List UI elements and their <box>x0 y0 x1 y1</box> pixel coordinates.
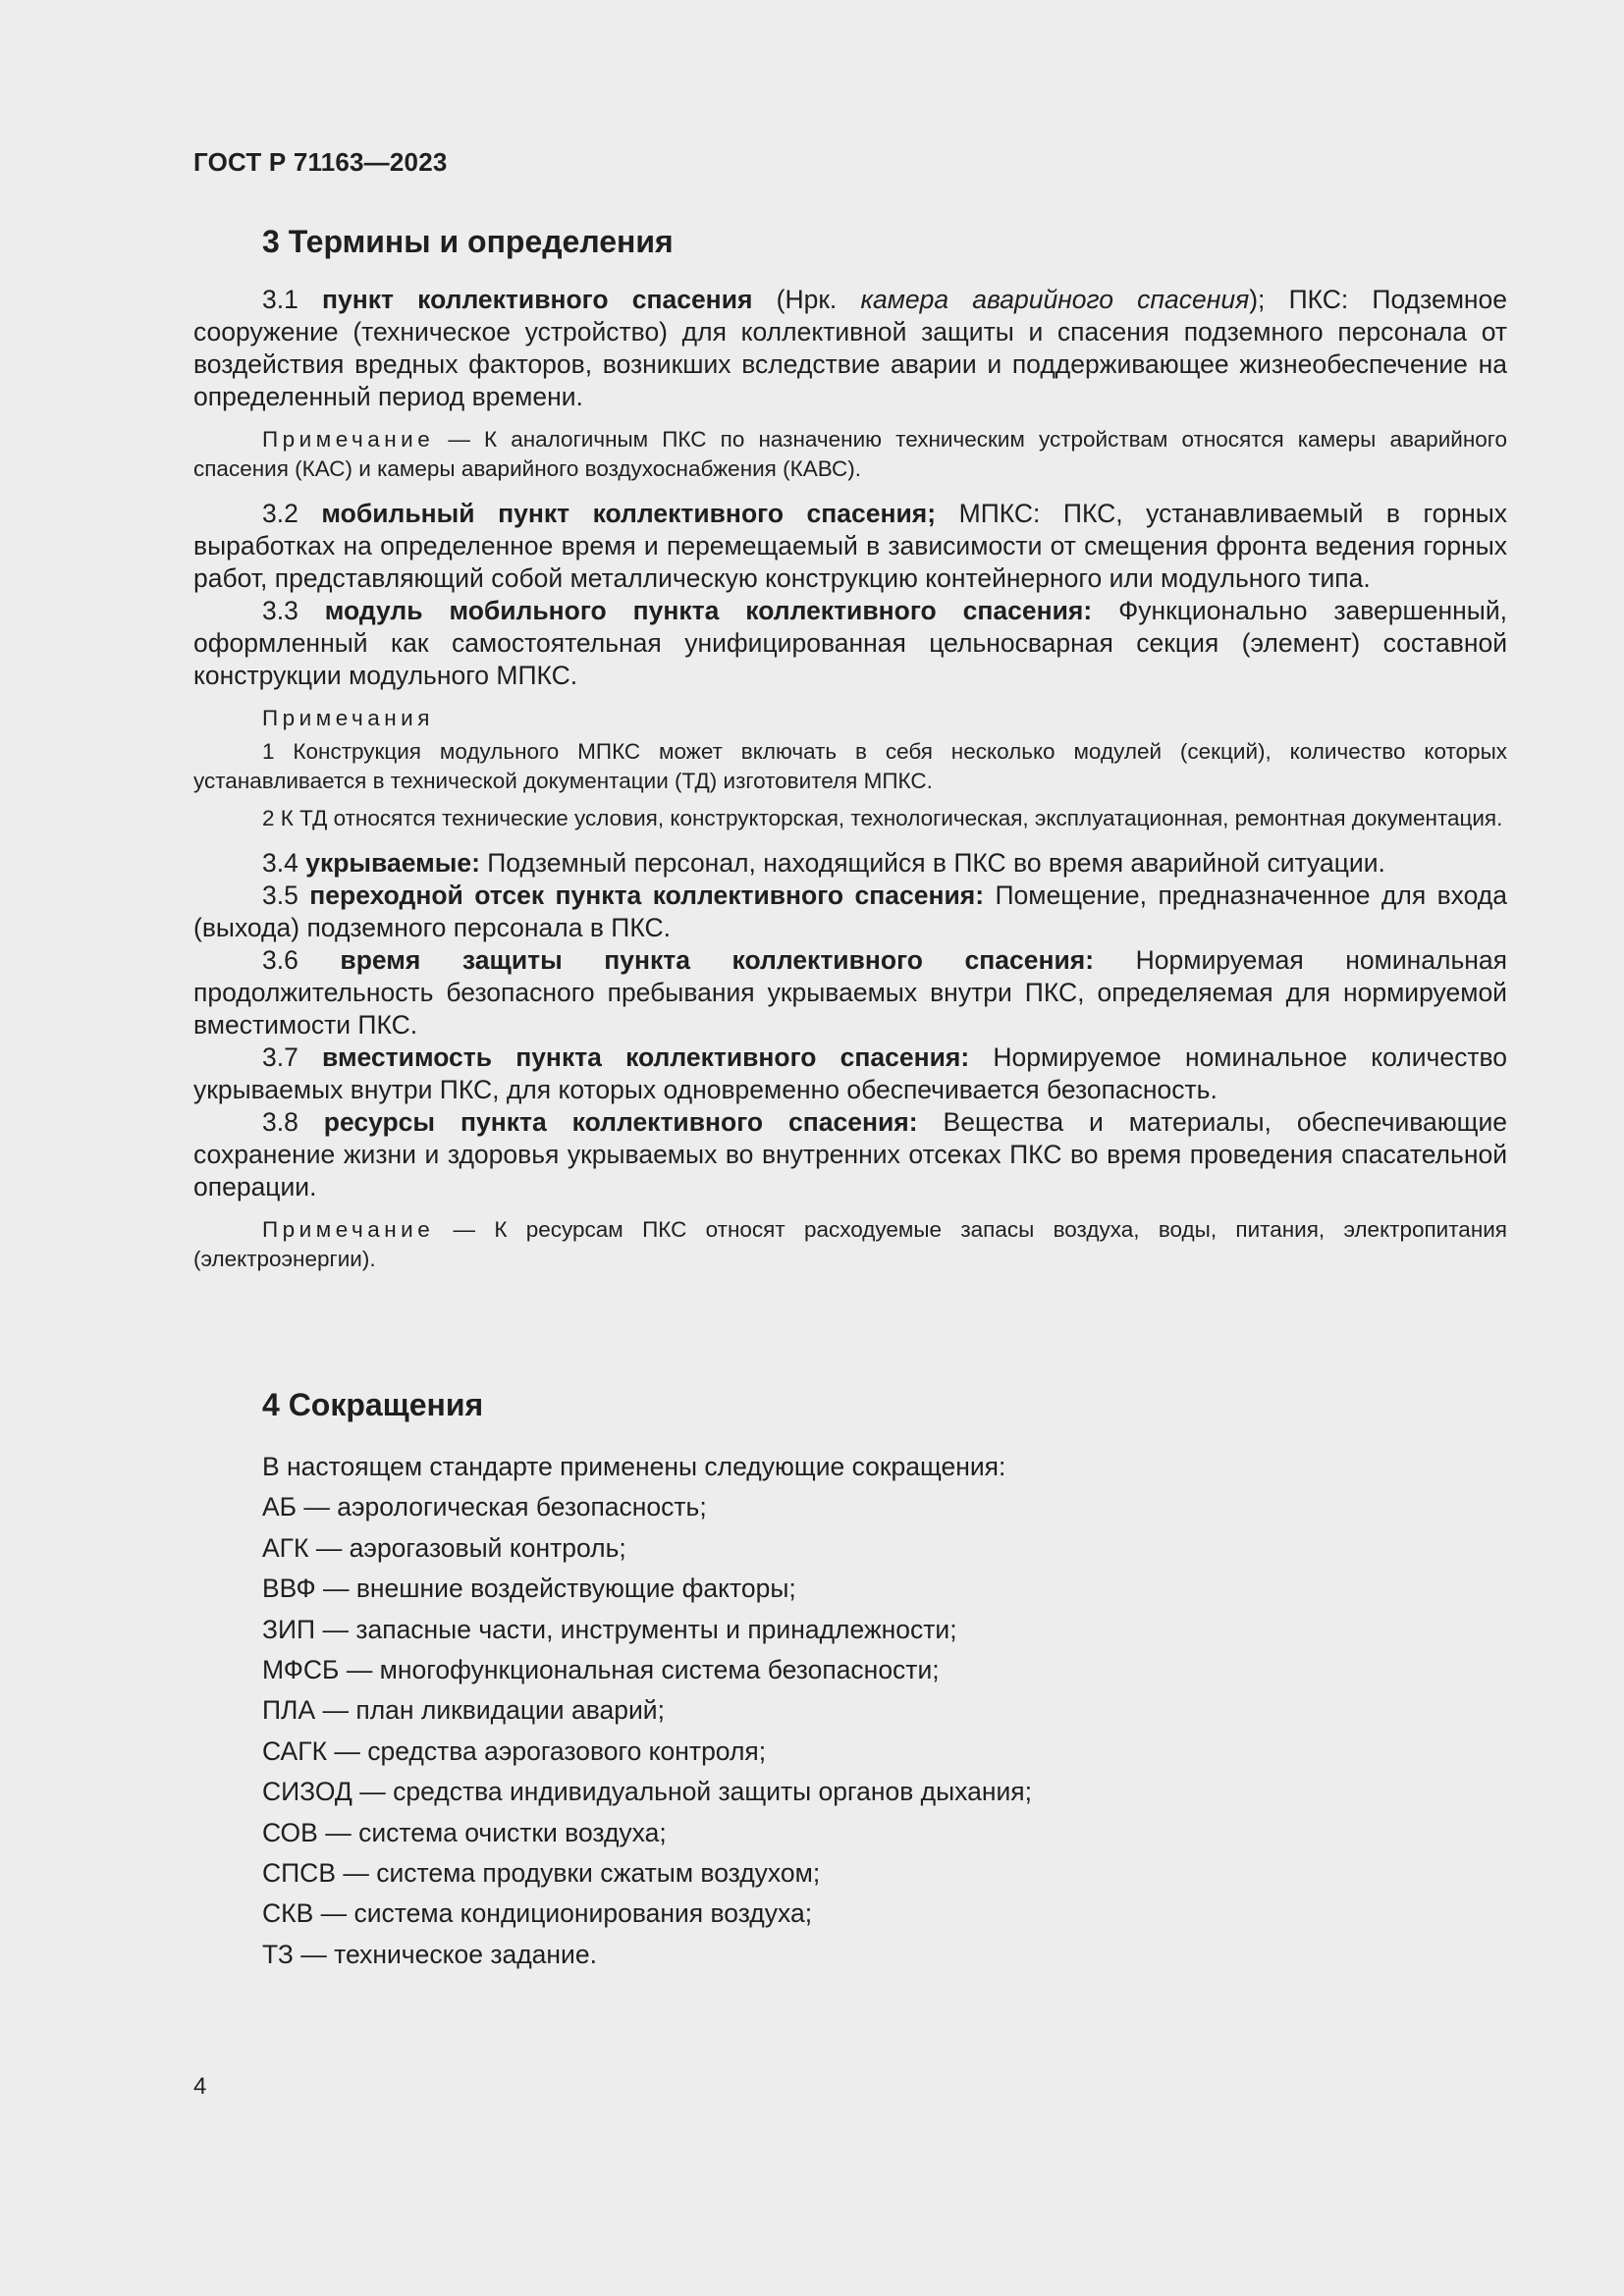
term-number: 3.2 <box>262 499 322 528</box>
abbreviation-item: ЗИП — запасные части, инструменты и принадлежности; <box>262 1614 957 1644</box>
abbreviation-item: АБ — аэрологическая безопасность; <box>262 1492 707 1522</box>
term-text: Вещества и материалы, обеспечивающие сохранение жизни и здоровья укрываемых во внутренних отсеках ПКС во время проведения спасательной операции. <box>193 1107 1508 1201</box>
term-text: (Нрк. <box>752 285 861 314</box>
page-number: 4 <box>193 2073 207 2100</box>
term-name: время защиты пункта коллективного спасения: <box>340 945 1095 975</box>
term-text: МПКС: ПКС, устанавливаемый в горных выработках на определенное время и перемещаемый в зависимости от смещения фронта ведения горных работ, представляющий собой металлическую конструкцию контейнерного или модульного типа. <box>193 499 1508 593</box>
section-abbreviations <box>193 1387 1507 1975</box>
abbreviation-item: ВВФ — внешние воздействующие факторы; <box>262 1574 796 1604</box>
term-3-5 <box>193 880 1507 944</box>
document-header: ГОСТ Р 71163—2023 <box>193 147 448 177</box>
note-text: — К аналогичным ПКС по назначению техническим устройствам относятся камеры аварийного спасения (КАС) и камеры аварийного воздухоснабжения (КАВС). <box>193 427 1507 481</box>
term-number: 3.3 <box>262 596 325 625</box>
term-number: 3.5 <box>262 881 310 910</box>
term-3-6 <box>193 944 1507 1041</box>
abbreviation-item: АГК — аэрогазовый контроль; <box>262 1532 626 1563</box>
term-text: Помещение, предназначенное для входа (выхода) подземного персонала в ПКС. <box>193 881 1507 942</box>
term-name: вместимость пункта коллективного спасения: <box>322 1042 970 1072</box>
note-3-8 <box>193 1215 1507 1274</box>
note-text: — К ресурсам ПКС относят расходуемые запасы воздуха, воды, питания, электропитания (электроэнергии). <box>193 1217 1507 1271</box>
term-name: укрываемые: <box>305 848 480 878</box>
section-4-title: 4 Сокращения <box>262 1387 484 1422</box>
abbreviation-item: САГК — средства аэрогазового контроля; <box>262 1735 767 1766</box>
abbreviations-list <box>193 1487 1507 1975</box>
term-3-4 <box>193 847 1507 880</box>
term-text: ); ПКС: Подземное сооружение (техническое устройство) для коллективной защиты и спасения подземного персонала от воздействия вредных факторов, возникших вследствие аварии и поддерживающее жизнеобеспечение на определенный период времени. <box>193 285 1508 411</box>
term-name: ресурсы пункта коллективного спасения: <box>323 1107 918 1137</box>
term-number: 3.8 <box>262 1107 324 1137</box>
abbreviation-item: СКВ — система кондиционирования воздуха; <box>262 1898 813 1929</box>
term-text: Функционально завершенный, оформленный как самостоятельная унифицированная цельносварная секция (элемент) составной конструкции модульного МПКС. <box>193 596 1507 690</box>
note-label: Примечание <box>262 427 435 452</box>
note-3-3-2: 2 К ТД относятся технические условия, конструкторская, технологическая, эксплуатационная, ремонтная документация. <box>262 806 1503 830</box>
abbreviations-intro: В настоящем стандарте применены следующие сокращения: <box>262 1452 1006 1481</box>
term-name: модуль мобильного пункта коллективного спасения: <box>324 596 1093 625</box>
term-number: 3.6 <box>262 945 341 975</box>
term-3-7 <box>193 1041 1507 1106</box>
term-deprecated: камера аварийного спасения <box>860 285 1250 314</box>
term-number: 3.4 <box>262 848 306 878</box>
term-3-8 <box>193 1106 1507 1203</box>
abbreviation-item: МФСБ — многофункциональная система безопасности; <box>262 1655 940 1685</box>
abbreviation-item: ПЛА — план ликвидации аварий; <box>262 1695 665 1726</box>
term-3-1 <box>193 284 1507 413</box>
term-text: Нормируемое номинальное количество укрываемых внутри ПКС, для которых одновременно обеспечивается безопасность. <box>193 1042 1507 1104</box>
section-terms <box>193 224 1507 1274</box>
term-3-2 <box>193 498 1507 595</box>
term-name: мобильный пункт коллективного спасения; <box>321 499 937 528</box>
term-name: переходной отсек пункта коллективного спасения: <box>309 881 985 910</box>
term-number: 3.1 <box>262 285 323 314</box>
abbreviation-item: СПСВ — система продувки сжатым воздухом; <box>262 1858 821 1889</box>
term-text: Нормируемая номинальная продолжительность безопасного пребывания укрываемых внутри ПКС, определяемая для нормируемой вместимости ПКС. <box>193 945 1508 1040</box>
term-number: 3.7 <box>262 1042 322 1072</box>
abbreviation-item: СИЗОД — средства индивидуальной защиты органов дыхания; <box>262 1777 1033 1807</box>
term-name: пункт коллективного спасения <box>322 285 753 314</box>
abbreviation-item: СОВ — система очистки воздуха; <box>262 1817 667 1847</box>
notes-heading: Примечания <box>262 706 434 730</box>
note-3-1 <box>193 425 1507 484</box>
abbreviation-item: ТЗ — техническое задание. <box>262 1939 597 1969</box>
note-3-3-1: 1 Конструкция модульного МПКС может включать в себя несколько модулей (секций), количество которых устанавливается в технической документации (ТД) изготовителя МПКС. <box>193 739 1507 793</box>
section-3-title: 3 Термины и определения <box>262 224 674 259</box>
term-text: Подземный персонал, находящийся в ПКС во время аварийной ситуации. <box>479 848 1385 878</box>
term-3-3 <box>193 595 1507 692</box>
note-label: Примечание <box>262 1217 435 1242</box>
